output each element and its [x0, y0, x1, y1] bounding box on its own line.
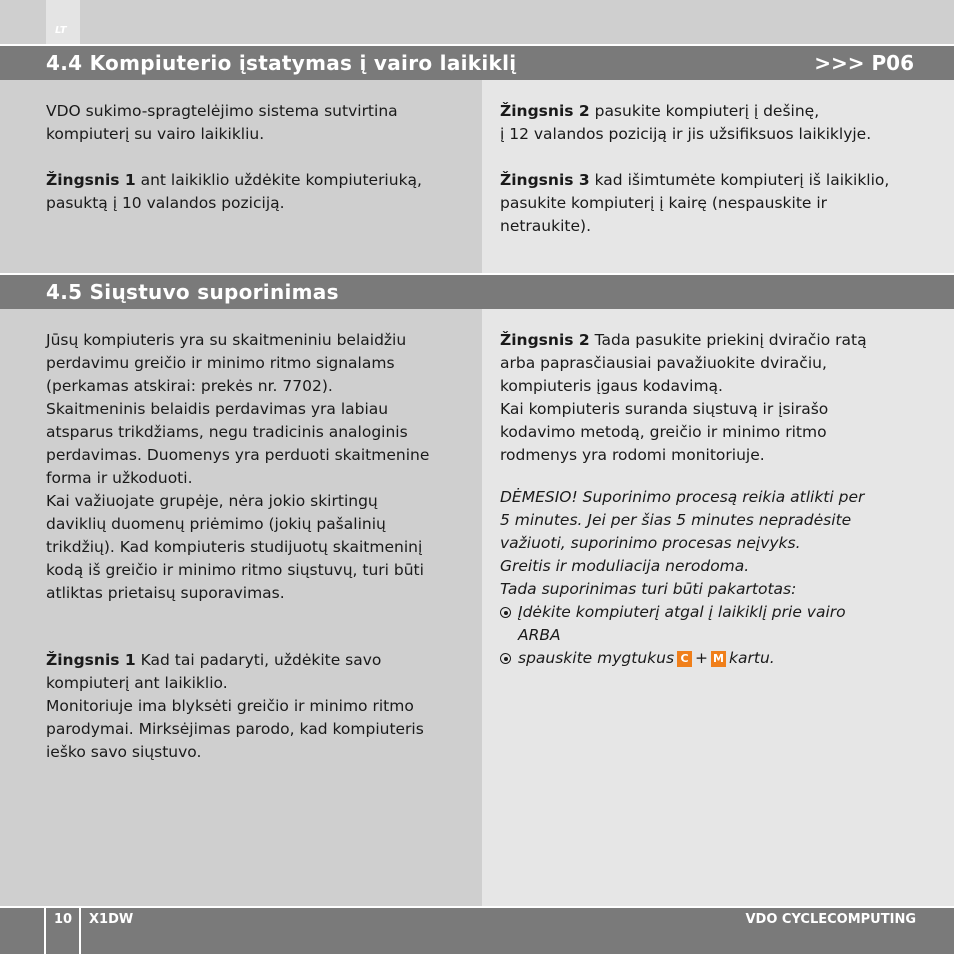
text-line: kodą iš greičio ir minimo ritmo siųstuvų, turi būti: [46, 561, 424, 579]
step-1: [46, 169, 422, 192]
top-strip: [0, 0, 954, 44]
pairing-step-1: [46, 649, 424, 764]
m-button-icon: M: [711, 651, 726, 667]
text-line: atliktas prietaisų suporavimas.: [46, 584, 285, 602]
pairing-intro: [46, 329, 429, 605]
text-line: Jūsų kompiuteris yra su skaitmeniniu belaidžiu: [46, 331, 407, 349]
note-line: 5 minutes. Jei per šias 5 minutes nepradėsite: [500, 511, 852, 529]
section-steps: [500, 100, 889, 238]
bullet-text: Įdėkite kompiuterį atgal į laikiklį prie vairo: [518, 603, 846, 621]
text-line: parodymai. Mirksėjimas parodo, kad kompiuteris: [46, 720, 424, 738]
text-line: kodavimo metodą, greičio ir minimo ritmo: [500, 423, 827, 441]
step-label: Žingsnis 2: [500, 331, 590, 349]
text-line: VDO sukimo-spragtelėjimo sistema sutvirtina: [46, 102, 398, 120]
text-line: perdavimas. Duomenys yra perduoti skaitmenine: [46, 446, 430, 464]
model-name: X1DW: [89, 912, 134, 927]
section-intro: [46, 100, 422, 215]
text-line: (perkamas atskirai: prekės nr. 7702).: [46, 377, 333, 395]
list-item: [500, 647, 864, 670]
c-button-icon: C: [677, 651, 692, 667]
text-line: Kai kompiuteris suranda siųstuvą ir įsirašo: [500, 400, 829, 418]
text-line: Kai važiuojate grupėje, nėra jokio skirtingų: [46, 492, 378, 510]
step-text: Tada pasukite priekinį dviračio ratą: [589, 331, 867, 349]
page-reference: >>> P06: [814, 51, 914, 75]
note-line: važiuoti, suporinimo procesas neįvyks.: [500, 534, 801, 552]
bullet-circle-icon: [500, 653, 511, 664]
text-line: į 12 valandos poziciją ir jis užsifiksuos laikiklyje.: [500, 125, 872, 143]
bullet-text: kartu.: [729, 649, 775, 667]
note-line: Tada suporinimas turi būti pakartotas:: [500, 580, 797, 598]
text-line: ieško savo siųstuvo.: [46, 743, 202, 761]
note-line: Greitis ir moduliacija nerodoma.: [500, 557, 750, 575]
step-label: Žingsnis 1: [46, 171, 136, 189]
step-3: [500, 169, 889, 192]
text-line: kompiuterį su vairo laikikliu.: [46, 125, 265, 143]
step-text: Kad tai padaryti, uždėkite savo: [135, 651, 382, 669]
text-line: pasukite kompiuterį į kairę (nespauskite ir: [500, 194, 828, 212]
step-text: kad išimtumėte kompiuterį iš laikiklio,: [589, 171, 890, 189]
step-text: ant laikiklio uždėkite kompiuteriuką,: [135, 171, 422, 189]
text-line: rodmenys yra rodomi monitoriuje.: [500, 446, 765, 464]
text-line: forma ir užkoduoti.: [46, 469, 193, 487]
text-line: daviklių duomenų priėmimo (jokių pašalinių: [46, 515, 386, 533]
bullet-text: spauskite mygtukus: [518, 649, 675, 667]
footer-separator: [79, 908, 81, 954]
bullet-continuation: ARBA: [518, 626, 561, 644]
text-line: atsparus trikdžiams, negu tradicinis analoginis: [46, 423, 408, 441]
text-line: netraukite).: [500, 217, 592, 235]
text-line: perdavimu greičio ir minimo ritmo signalams: [46, 354, 395, 372]
section-title: 4.4 Kompiuterio įstatymas į vairo laikiklį: [46, 51, 517, 75]
bullet-circle-icon: [500, 607, 511, 618]
attention-note: [500, 486, 864, 670]
language-label: LT: [55, 25, 67, 36]
text-line: pasuktą į 10 valandos poziciją.: [46, 194, 285, 212]
text-line: Monitoriuje ima blyksėti greičio ir minimo ritmo: [46, 697, 414, 715]
list-item: [500, 601, 864, 624]
text-line: kompiuterį ant laikiklio.: [46, 674, 228, 692]
plus-sign: +: [695, 649, 709, 667]
step-2: [500, 100, 889, 123]
step-text: pasukite kompiuterį į dešinę,: [589, 102, 820, 120]
pairing-step-2: [500, 329, 867, 467]
step-label: Žingsnis 2: [500, 102, 590, 120]
footer-separator: [44, 908, 46, 954]
page-number: 10: [54, 912, 73, 927]
language-tab: [46, 0, 80, 44]
brand-name: VDO CYCLECOMPUTING: [745, 912, 916, 927]
text-line: trikdžių). Kad kompiuteris studijuotų skaitmeninį: [46, 538, 423, 556]
note-line: DĖMESIO! Suporinimo procesą reikia atlikti per: [500, 488, 865, 506]
text-line: Skaitmeninis belaidis perdavimas yra labiau: [46, 400, 389, 418]
step-label: Žingsnis 1: [46, 651, 136, 669]
step-label: Žingsnis 3: [500, 171, 590, 189]
text-line: arba paprasčiausiai pavažiuokite dviračiu,: [500, 354, 827, 372]
text-line: kompiuteris įgaus kodavimą.: [500, 377, 723, 395]
section-title: 4.5 Siųstuvo suporinimas: [46, 280, 339, 304]
